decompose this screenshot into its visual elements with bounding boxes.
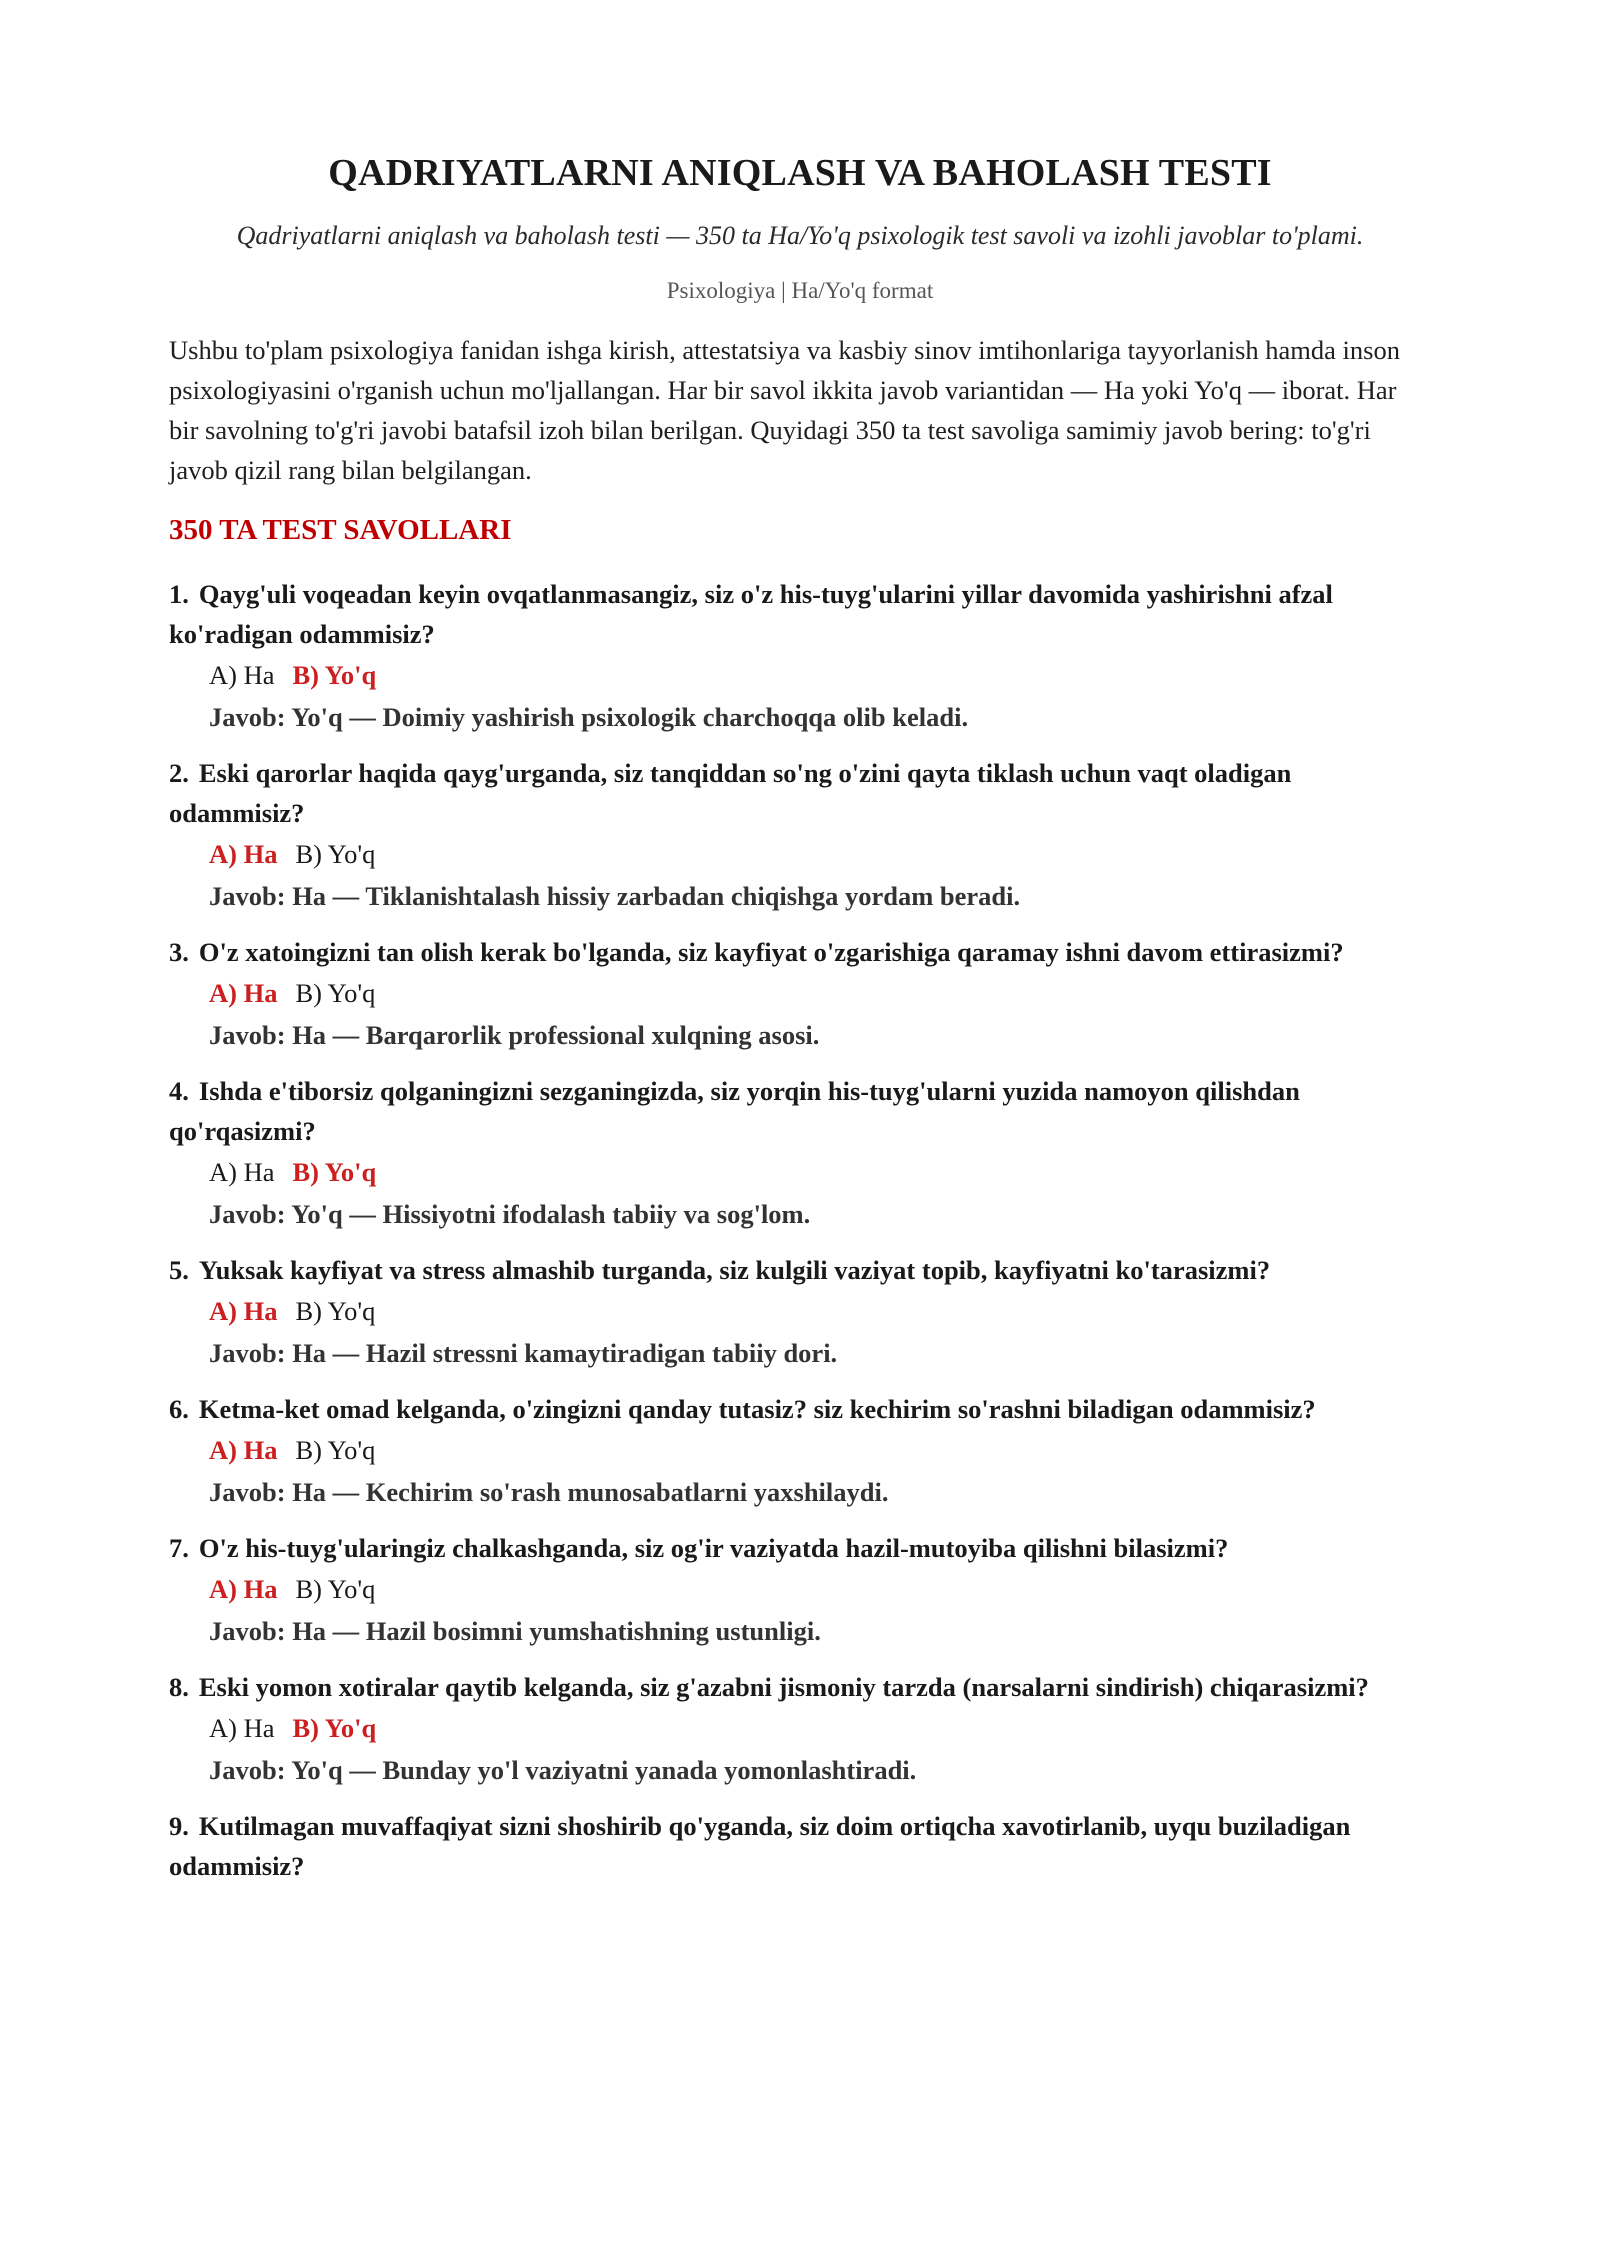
option-a: A) Ha bbox=[209, 660, 275, 690]
question-text: Eski yomon xotiralar qaytib kelganda, siz g'azabni jismoniy tarzda (narsalarni sindirish) chiqarasizmi? bbox=[198, 1672, 1369, 1702]
question-item bbox=[169, 1806, 1431, 1886]
option-b-correct: B) Yo'q bbox=[292, 1713, 377, 1743]
question-text: Eski qarorlar haqida qayg'urganda, siz tanqiddan so'ng o'zini qayta tiklash uchun vaqt oladigan odammisiz? bbox=[169, 758, 1292, 828]
question-item bbox=[169, 1667, 1431, 1791]
option-b: B) Yo'q bbox=[295, 1296, 376, 1326]
option-a-correct: A) Ha bbox=[209, 1435, 278, 1465]
answer-options bbox=[169, 1568, 1431, 1610]
question-number: 7. bbox=[169, 1533, 189, 1563]
question-number: 3. bbox=[169, 937, 189, 967]
document-subtitle: Qadriyatlarni aniqlash va baholash testi — 350 ta Ha/Yo'q psixologik test savoli va izohli javoblar to'plami. bbox=[236, 221, 1364, 250]
answer-explanation: Javob: Yo'q — Doimiy yashirish psixologik charchoqqa olib keladi. bbox=[209, 702, 969, 732]
option-a-correct: A) Ha bbox=[209, 1574, 278, 1604]
question-text-line bbox=[169, 1250, 1431, 1290]
answer-explanation: Javob: Ha — Kechirim so'rash munosabatlarni yaxshilaydi. bbox=[209, 1477, 889, 1507]
question-item bbox=[169, 932, 1431, 1056]
question-text: Ishda e'tiborsiz qolganingizni sezganingizda, siz yorqin his-tuyg'ularni yuzida namoyon qilishdan qo'rqasizmi? bbox=[169, 1076, 1300, 1146]
option-a-correct: A) Ha bbox=[209, 1296, 278, 1326]
option-b-correct: B) Yo'q bbox=[292, 1157, 377, 1187]
question-text-line bbox=[169, 932, 1431, 972]
answer-explanation: Javob: Ha — Hazil bosimni yumshatishning ustunligi. bbox=[209, 1616, 821, 1646]
question-text-line bbox=[169, 1389, 1431, 1429]
document-title: QADRIYATLARNI ANIQLASH VA BAHOLASH TESTI bbox=[328, 152, 1272, 194]
question-item bbox=[169, 1389, 1431, 1513]
question-number: 1. bbox=[169, 579, 189, 609]
question-number: 6. bbox=[169, 1394, 189, 1424]
question-text: Yuksak kayfiyat va stress almashib turganda, siz kulgili vaziyat topib, kayfiyatni ko'tarasizmi? bbox=[198, 1255, 1271, 1285]
answer-explanation: Javob: Yo'q — Hissiyotni ifodalash tabiiy va sog'lom. bbox=[209, 1199, 811, 1229]
question-number: 8. bbox=[169, 1672, 189, 1702]
question-item bbox=[169, 574, 1431, 738]
question-text: Kutilmagan muvaffaqiyat sizni shoshirib qo'yganda, siz doim ortiqcha xavotirlanib, uyqu buziladigan odammisiz? bbox=[169, 1811, 1351, 1881]
answer-options bbox=[169, 1290, 1431, 1332]
intro-paragraph: Ushbu to'plam psixologiya fanidan ishga kirish, attestatsiya va kasbiy sinov imtihonlariga tayyorlanish hamda inson psixologiyasini o'rganish uchun mo'ljallangan. Har bir savol ikkita javob variantidan — Ha yoki Yo'q — iborat. Har bir savolning to'g'ri javobi batafsil izoh bilan berilgan. Quyidagi 350 ta test savoliga samimiy javob bering: to'g'ri javob qizil rang bilan belgilangan. bbox=[169, 335, 1400, 485]
option-a: A) Ha bbox=[209, 1157, 275, 1187]
answer-options bbox=[169, 1429, 1431, 1471]
answer-explanation: Javob: Ha — Barqarorlik professional xulqning asosi. bbox=[209, 1020, 820, 1050]
question-item bbox=[169, 1071, 1431, 1235]
question-text-line bbox=[169, 574, 1431, 654]
option-b: B) Yo'q bbox=[295, 978, 376, 1008]
question-number: 9. bbox=[169, 1811, 189, 1841]
section-heading: 350 TA TEST SAVOLLARI bbox=[169, 514, 512, 546]
document-content bbox=[169, 150, 1431, 1901]
question-text-line bbox=[169, 1071, 1431, 1151]
question-text: O'z xatoingizni tan olish kerak bo'lganda, siz kayfiyat o'zgarishiga qaramay ishni davom ettirasizmi? bbox=[198, 937, 1344, 967]
answer-explanation: Javob: Yo'q — Bunday yo'l vaziyatni yanada yomonlashtiradi. bbox=[209, 1755, 917, 1785]
question-text-line bbox=[169, 753, 1431, 833]
answer-options bbox=[169, 1151, 1431, 1193]
question-item bbox=[169, 753, 1431, 917]
option-a: A) Ha bbox=[209, 1713, 275, 1743]
question-text-line bbox=[169, 1806, 1431, 1886]
question-number: 4. bbox=[169, 1076, 189, 1106]
option-b-correct: B) Yo'q bbox=[292, 660, 377, 690]
question-text: O'z his-tuyg'ularingiz chalkashganda, siz og'ir vaziyatda hazil-mutoyiba qilishni bilasizmi? bbox=[198, 1533, 1229, 1563]
option-b: B) Yo'q bbox=[295, 1574, 376, 1604]
question-number: 2. bbox=[169, 758, 189, 788]
answer-options bbox=[169, 972, 1431, 1014]
answer-options bbox=[169, 833, 1431, 875]
question-text: Qayg'uli voqeadan keyin ovqatlanmasangiz, siz o'z his-tuyg'ularini yillar davomida yashirishni afzal ko'radigan odammisiz? bbox=[169, 579, 1333, 649]
option-a-correct: A) Ha bbox=[209, 978, 278, 1008]
question-text-line bbox=[169, 1528, 1431, 1568]
answer-explanation: Javob: Ha — Tiklanishtalash hissiy zarbadan chiqishga yordam beradi. bbox=[209, 881, 1021, 911]
answer-explanation: Javob: Ha — Hazil stressni kamaytiradigan tabiiy dori. bbox=[209, 1338, 838, 1368]
question-number: 5. bbox=[169, 1255, 189, 1285]
answer-options bbox=[169, 654, 1431, 696]
question-text-line bbox=[169, 1667, 1431, 1707]
document-meta: Psixologiya | Ha/Yo'q format bbox=[666, 278, 934, 303]
option-b: B) Yo'q bbox=[295, 1435, 376, 1465]
question-list bbox=[169, 574, 1431, 1886]
answer-options bbox=[169, 1707, 1431, 1749]
question-item bbox=[169, 1528, 1431, 1652]
option-b: B) Yo'q bbox=[295, 839, 376, 869]
option-a-correct: A) Ha bbox=[209, 839, 278, 869]
question-item bbox=[169, 1250, 1431, 1374]
question-text: Ketma-ket omad kelganda, o'zingizni qanday tutasiz? siz kechirim so'rashni biladigan odammisiz? bbox=[198, 1394, 1316, 1424]
